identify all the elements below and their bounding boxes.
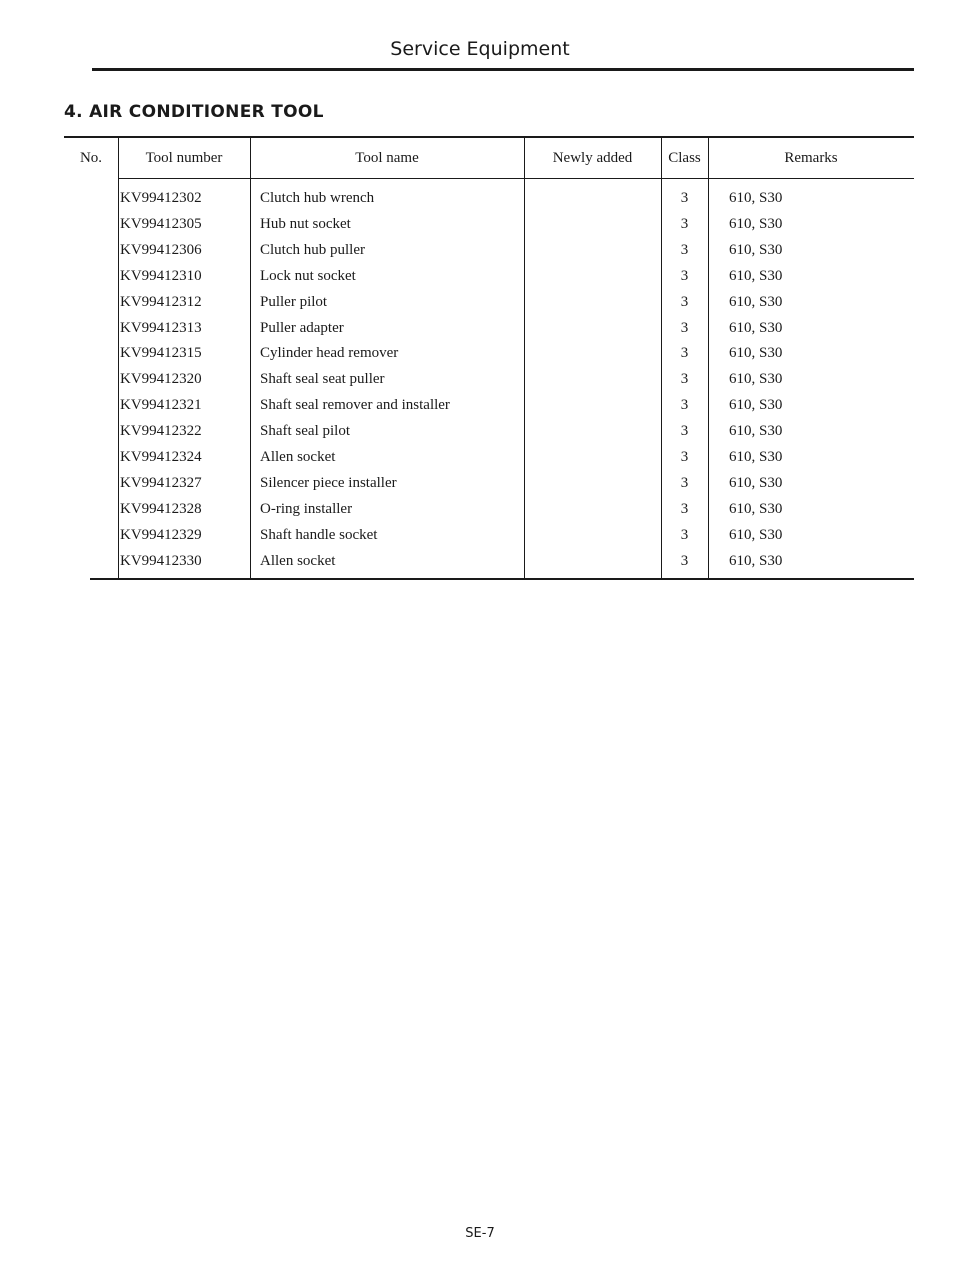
- column-divider: [708, 138, 709, 578]
- tool-number-cell: KV99412302: [120, 190, 202, 206]
- class-cell: 3: [680, 215, 689, 232]
- class-cell: 3: [680, 500, 689, 517]
- tool-number-cell: KV99412313: [120, 319, 202, 336]
- tool-number-cell: KV99412329: [120, 526, 202, 543]
- table-header-rule: [118, 178, 914, 179]
- class-cell: 3: [680, 267, 689, 284]
- column-header-class: Class: [668, 150, 701, 166]
- tool-number-cell: KV99412328: [120, 500, 202, 517]
- remarks-cell: 610, S30: [729, 241, 783, 258]
- remarks-cell: 610, S30: [729, 190, 783, 206]
- remarks-cell: 610, S30: [729, 293, 783, 310]
- tool-name-cell: Shaft seal pilot: [260, 423, 350, 440]
- tool-name-cell: Shaft seal seat puller: [260, 371, 385, 388]
- class-cell: 3: [680, 293, 689, 310]
- remarks-cell: 610, S30: [729, 215, 783, 232]
- page-header-title: Service Equipment: [390, 38, 570, 60]
- remarks-cell: 610, S30: [729, 526, 783, 543]
- column-header-remarks: Remarks: [784, 150, 838, 166]
- tool-name-cell: Lock nut socket: [260, 267, 356, 284]
- tool-name-cell: Cylinder head remover: [260, 345, 399, 362]
- tool-number-cell: KV99412321: [120, 397, 202, 414]
- tool-number-cell: KV99412330: [120, 552, 202, 569]
- class-cell: 3: [680, 190, 689, 206]
- tool-number-cell: KV99412327: [120, 474, 202, 491]
- remarks-cell: 610, S30: [729, 371, 783, 388]
- tool-name-cell: Allen socket: [260, 449, 336, 465]
- table-bottom-rule: [90, 578, 914, 580]
- tool-number-cell: KV99412324: [120, 449, 202, 465]
- remarks-cell: 610, S30: [729, 552, 783, 569]
- remarks-cell: 610, S30: [729, 423, 783, 440]
- class-cell: 3: [680, 319, 689, 336]
- remarks-cell: 610, S30: [729, 449, 783, 465]
- column-header-newly-added: Newly added: [552, 150, 633, 166]
- column-divider: [524, 138, 525, 578]
- tool-name-cell: Shaft seal remover and installer: [260, 397, 450, 414]
- class-cell: 3: [680, 526, 689, 543]
- remarks-cell: 610, S30: [729, 397, 783, 414]
- section-title: 4. AIR CONDITIONER TOOL: [64, 102, 324, 122]
- tool-number-cell: KV99412306: [120, 241, 202, 258]
- remarks-cell: 610, S30: [729, 500, 783, 517]
- tool-name-cell: O-ring installer: [260, 500, 353, 517]
- tool-number-cell: KV99412320: [120, 371, 202, 388]
- remarks-cell: 610, S30: [729, 267, 783, 284]
- tool-number-cell: KV99412315: [120, 345, 202, 362]
- column-header-tool-name: Tool name: [355, 150, 419, 166]
- column-divider: [250, 138, 251, 578]
- tool-name-cell: Hub nut socket: [260, 215, 351, 232]
- class-cell: 3: [680, 552, 689, 569]
- class-cell: 3: [680, 474, 689, 491]
- column-header-no: No.: [79, 150, 103, 166]
- tool-name-cell: Allen socket: [260, 552, 336, 569]
- remarks-cell: 610, S30: [729, 319, 783, 336]
- tool-name-cell: Shaft handle socket: [260, 526, 378, 543]
- column-header-tool-number: Tool number: [145, 150, 223, 166]
- class-cell: 3: [680, 449, 689, 465]
- tool-name-cell: Silencer piece installer: [260, 474, 397, 491]
- tool-number-cell: KV99412322: [120, 423, 202, 440]
- column-divider: [118, 138, 119, 578]
- tool-name-cell: Clutch hub puller: [260, 241, 365, 258]
- class-cell: 3: [680, 423, 689, 440]
- class-cell: 3: [680, 397, 689, 414]
- tool-name-cell: Puller adapter: [260, 319, 344, 336]
- tool-name-cell: Clutch hub wrench: [260, 190, 375, 206]
- tool-number-cell: KV99412310: [120, 267, 202, 284]
- class-cell: 3: [680, 241, 689, 258]
- header-rule: [92, 68, 914, 71]
- remarks-cell: 610, S30: [729, 474, 783, 491]
- tool-table: [64, 136, 914, 581]
- tool-number-cell: KV99412305: [120, 215, 202, 232]
- remarks-cell: 610, S30: [729, 345, 783, 362]
- page-number: SE-7: [465, 1226, 495, 1241]
- table-top-rule: [64, 136, 914, 138]
- class-cell: 3: [680, 345, 689, 362]
- tool-number-cell: KV99412312: [120, 293, 202, 310]
- class-cell: 3: [680, 371, 689, 388]
- tool-name-cell: Puller pilot: [260, 293, 328, 310]
